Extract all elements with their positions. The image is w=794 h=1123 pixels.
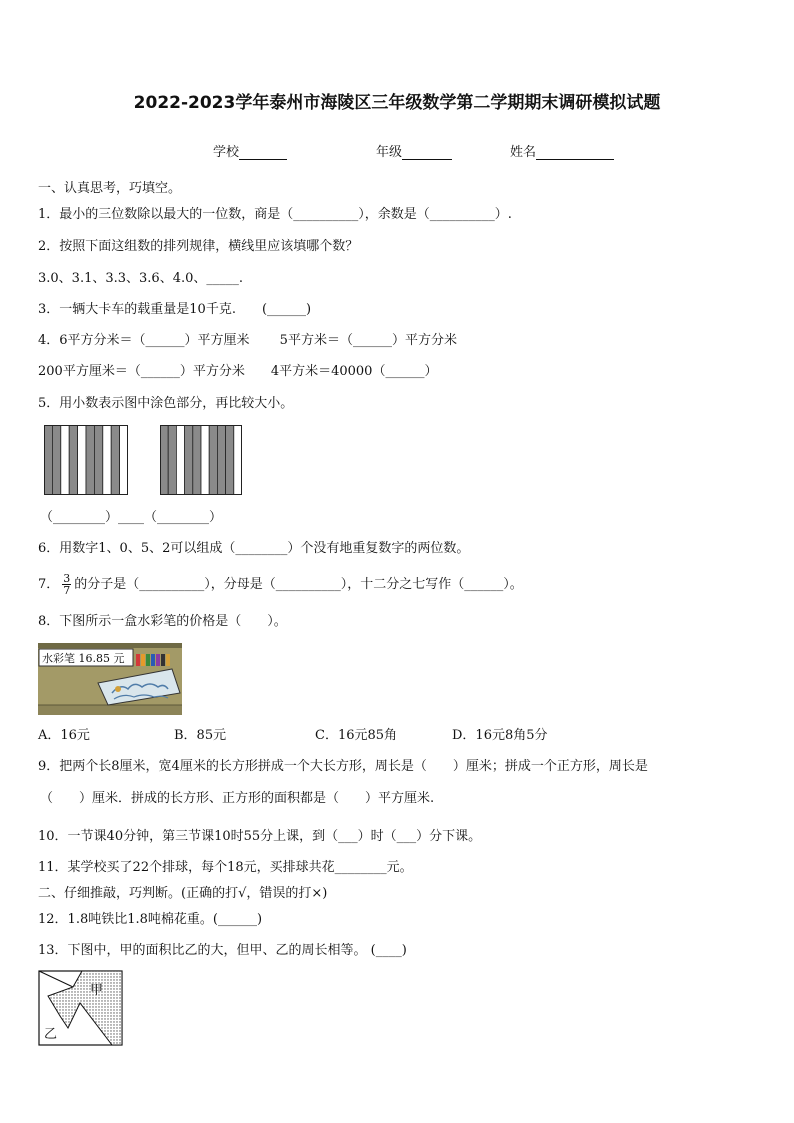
- question-11: 11．某学校买了22个排球，每个18元，买排球共花________元。: [38, 860, 413, 875]
- question-7: [38, 573, 523, 596]
- section-2-heading: 二、仔细推敲，巧判断。(正确的打√，错误的打×): [38, 886, 328, 901]
- right-strip: [193, 425, 201, 495]
- school-field: [213, 141, 287, 160]
- left-strip: [52, 425, 60, 495]
- right-strip: [160, 425, 168, 495]
- right-strip: [201, 425, 209, 495]
- right-strip: [185, 425, 193, 495]
- q13-figure: [38, 970, 124, 1046]
- fraction-three-sevenths: [62, 573, 71, 596]
- question-5: 5．用小数表示图中涂色部分，再比较大小。: [38, 396, 294, 411]
- q8-option-d[interactable]: D．16元8角5分: [452, 728, 548, 743]
- right-strip: [209, 425, 217, 495]
- section-1-heading: 一、认真思考，巧填空。: [38, 181, 182, 196]
- left-strip: [103, 425, 111, 495]
- question-3: 3．一辆大卡车的载重量是10千克. (______): [38, 302, 312, 317]
- right-strip: [176, 425, 184, 495]
- question-13: 13．下图中，甲的面积比乙的大，但甲、乙的周长相等。 (____): [38, 943, 407, 958]
- school-label: 学校: [213, 145, 240, 160]
- price-tag-text: 水彩笔 16.85 元: [42, 652, 125, 665]
- question-4b: 200平方厘米＝（______）平方分米 4平方米＝40000（______）: [38, 364, 438, 379]
- marker-caps: [136, 654, 170, 666]
- label-jia: 甲: [90, 983, 104, 998]
- question-12: 12．1.8吨铁比1.8吨棉花重。(______): [38, 912, 263, 927]
- question-7-prefix: 7．: [38, 577, 60, 592]
- question-6: 6．用数字1、0、5、2可以组成（________）个没有地重复数字的两位数。: [38, 541, 470, 556]
- name-field: [510, 141, 614, 160]
- label-yi: 乙: [44, 1027, 58, 1042]
- fraction-denominator: 7: [63, 584, 71, 597]
- right-strip: [226, 425, 234, 495]
- question-2-sequence: 3.0、3.1、3.3、3.6、4.0、_____.: [38, 271, 244, 286]
- left-strip: [86, 425, 94, 495]
- question-5-answer: （________）____（________）: [40, 510, 223, 525]
- q8-marker-box-picture: [38, 643, 182, 715]
- left-strip: [94, 425, 102, 495]
- fraction-numerator: 3: [63, 572, 71, 585]
- question-1: 1．最小的三位数除以最大的一位数，商是（__________），余数是（__________）.: [38, 207, 512, 222]
- q5-right-figure: [160, 425, 242, 495]
- q8-option-c[interactable]: C．16元85角: [315, 728, 398, 743]
- right-strip: [217, 425, 225, 495]
- right-strip: [168, 425, 176, 495]
- q8-option-a[interactable]: A．16元: [38, 728, 90, 743]
- left-strip: [61, 425, 69, 495]
- left-strip: [44, 425, 52, 495]
- question-7-text: 的分子是（__________），分母是（__________），十二分之七写作（______）。: [74, 577, 523, 592]
- left-strip: [120, 425, 128, 495]
- q5-left-figure: [44, 425, 128, 495]
- left-strip: [69, 425, 77, 495]
- name-label: 姓名: [510, 145, 537, 160]
- page-title: 2022-2023学年泰州市海陵区三年级数学第二学期期末调研模拟试题: [133, 93, 661, 113]
- grade-field: [376, 141, 452, 160]
- question-9-line-2: （ ）厘米．拼成的长方形、正方形的面积都是（ ）平方厘米.: [40, 791, 435, 806]
- grade-blank[interactable]: [402, 146, 452, 160]
- right-strip: [234, 425, 242, 495]
- name-blank[interactable]: [536, 146, 614, 160]
- q8-option-b[interactable]: B．85元: [174, 728, 227, 743]
- question-4a: 4．6平方分米＝（______）平方厘米 5平方米＝（______）平方分米: [38, 333, 457, 348]
- left-strip: [78, 425, 86, 495]
- left-strip: [111, 425, 119, 495]
- question-10: 10．一节课40分钟，第三节课10时55分上课，到（___）时（___）分下课。: [38, 829, 482, 844]
- grade-label: 年级: [376, 145, 403, 160]
- question-9-line-1: 9．把两个长8厘米，宽4厘米的长方形拼成一个大长方形，周长是（ ）厘米；拼成一个正方形，周长是: [38, 759, 648, 774]
- question-8: 8．下图所示一盒水彩笔的价格是（ ）。: [38, 614, 287, 629]
- question-2: 2．按照下面这组数的排列规律，横线里应该填哪个数？: [38, 239, 359, 254]
- school-blank[interactable]: [239, 146, 287, 160]
